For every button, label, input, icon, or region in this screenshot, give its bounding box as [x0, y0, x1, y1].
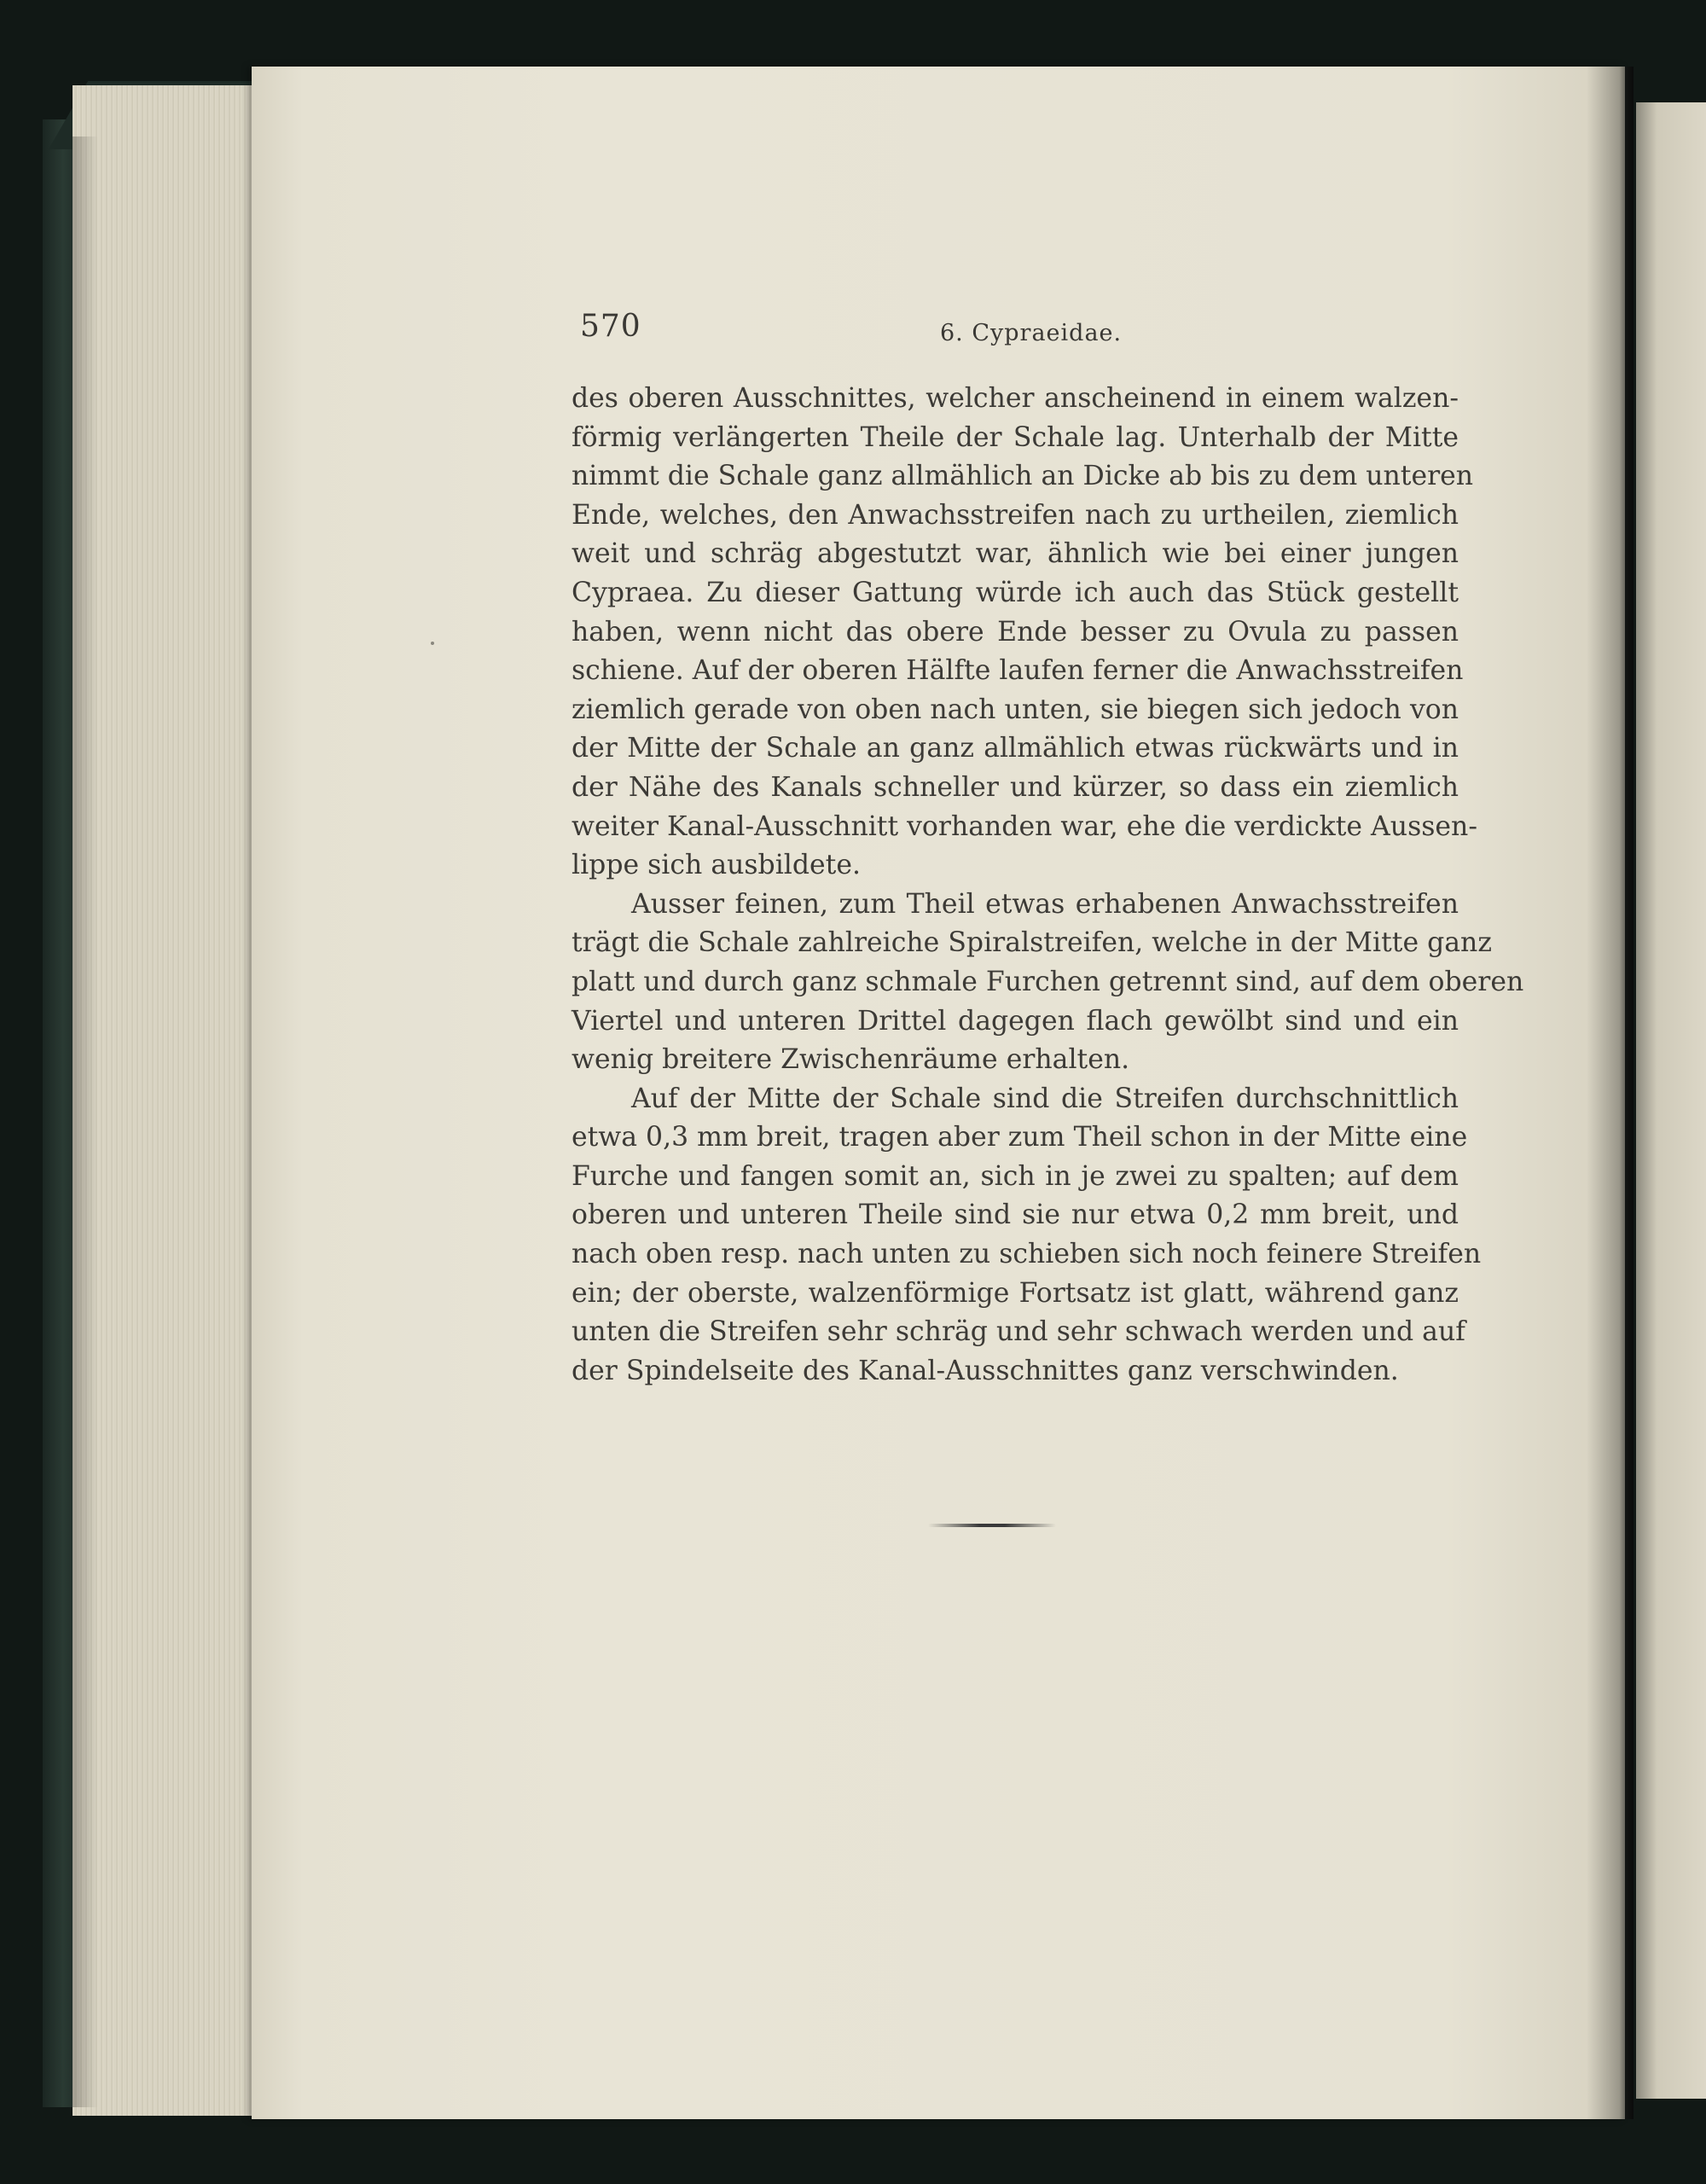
gutter-shadow [1587, 67, 1633, 2119]
text-line: nach oben resp. nach unten zu schieben sich noch feinere Streifen [572, 1239, 1482, 1270]
facing-page-edge [1636, 102, 1706, 2099]
page-stack-edge [73, 85, 261, 2116]
page-number: 570 [580, 309, 641, 344]
text-line: der Spindelseite des Kanal-Ausschnittes ganz verschwinden. [572, 1355, 1399, 1386]
page-stack-shadow [73, 136, 98, 2107]
text-line: wenig breitere Zwischenräume erhalten. [572, 1044, 1130, 1076]
text-line: ziemlich gerade von oben nach unten, sie biegen sich jedoch von [572, 694, 1459, 725]
text-line: förmig verlängerten Theile der Schale lag. Unterhalb der Mitte [572, 421, 1459, 453]
text-line: Viertel und unteren Drittel dagegen flach gewölbt sind und ein [572, 1005, 1459, 1037]
text-line: schiene. Auf der oberen Hälfte laufen ferner die Anwachsstreifen [572, 655, 1464, 687]
text-line: Auf der Mitte der Schale sind die Streifen durchschnittlich [631, 1083, 1459, 1114]
text-line: der Nähe des Kanals schneller und kürzer, so dass ein ziemlich [572, 771, 1459, 803]
text-line: platt und durch ganz schmale Furchen getrennt sind, auf dem oberen [572, 966, 1524, 997]
text-line: etwa 0,3 mm breit, tragen aber zum Theil schon in der Mitte eine [572, 1122, 1468, 1153]
text-line: nimmt die Schale ganz allmählich an Dicke ab bis zu dem unteren [572, 461, 1474, 492]
paper-speck [431, 642, 434, 645]
text-line: Cypraea. Zu dieser Gattung würde ich auch das Stück gestellt [572, 577, 1459, 608]
text-line: Ende, welches, den Anwachsstreifen nach zu urtheilen, ziemlich [572, 499, 1459, 531]
text-line: weit und schräg abgestutzt war, ähnlich wie bei einer jungen [572, 538, 1459, 570]
text-line: des oberen Ausschnittes, welcher anscheinend in einem walzen- [572, 383, 1459, 414]
text-line: trägt die Schale zahlreiche Spiralstreifen, welche in der Mitte ganz [572, 927, 1492, 959]
text-line: lippe sich ausbildete. [572, 850, 861, 881]
section-end-rule [928, 1524, 1056, 1527]
text-line: der Mitte der Schale an ganz allmählich etwas rückwärts und in [572, 733, 1459, 764]
text-line: Furche und fangen somit an, sich in je zwei zu spalten; auf dem [572, 1160, 1459, 1192]
text-line: ein; der oberste, walzenförmige Fortsatz ist glatt, während ganz [572, 1277, 1459, 1309]
text-line: weiter Kanal-Ausschnitt vorhanden war, ehe die verdickte Aussen- [572, 810, 1477, 842]
text-line: unten die Streifen sehr schräg und sehr schwach werden und auf [572, 1316, 1465, 1348]
text-line: haben, wenn nicht das obere Ende besser zu Ovula zu passen [572, 616, 1459, 648]
running-title: 6. Cypraeidae. [940, 320, 1123, 346]
text-line: Ausser feinen, zum Theil etwas erhabenen Anwachsstreifen [631, 888, 1459, 920]
body-text [572, 380, 1524, 1391]
text-line: oberen und unteren Theile sind sie nur etwa 0,2 mm breit, und [572, 1199, 1459, 1231]
